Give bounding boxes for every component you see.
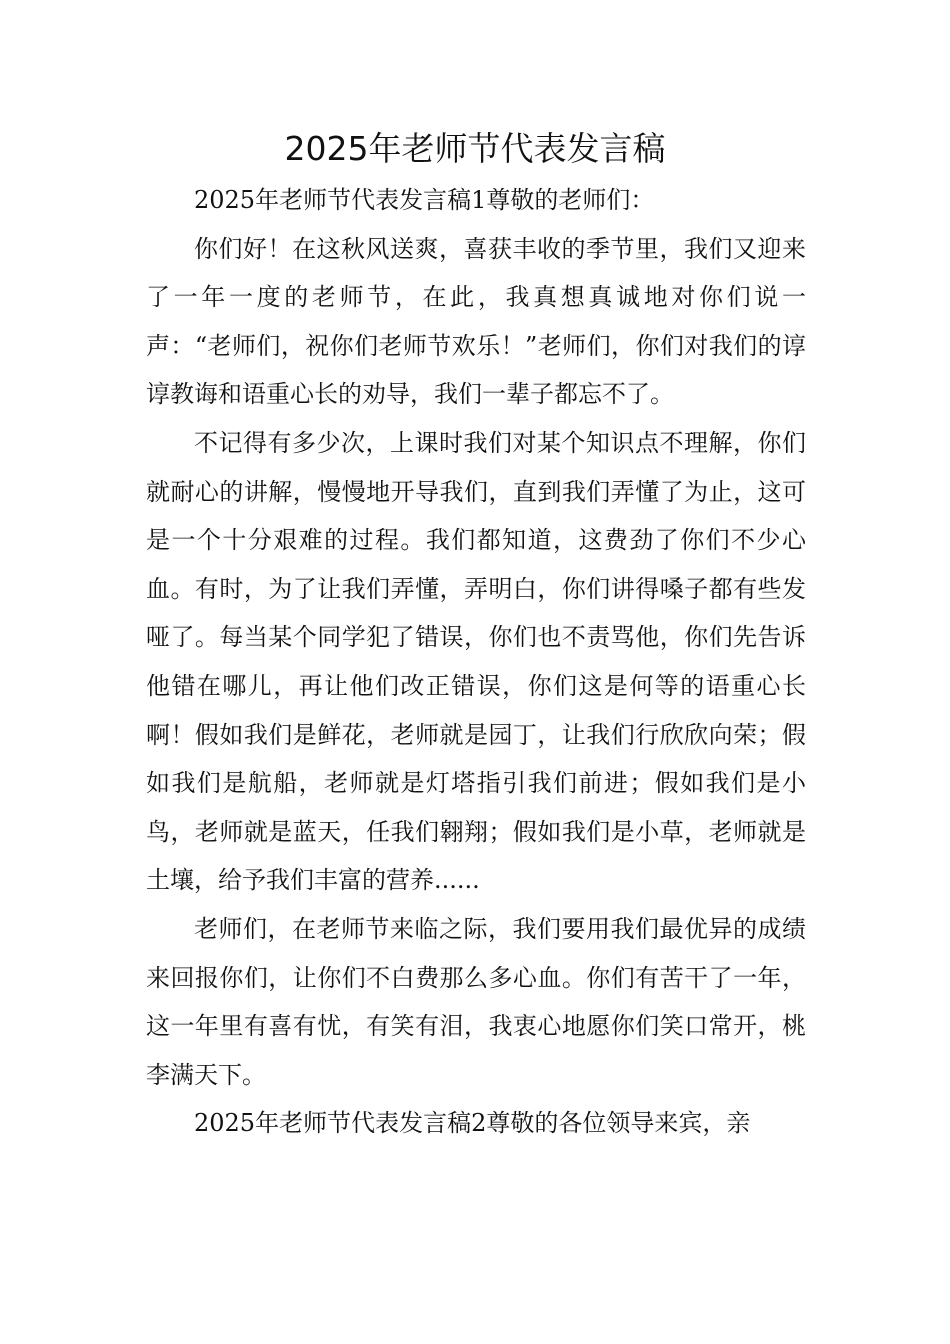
paragraph-3: 不记得有多少次，上课时我们对某个知识点不理解，你们就耐心的讲解，慢慢地开导我们，直到我们弄懂了为止，这可是一个十分艰难的过程。我们都知道，这费劲了你们不少心血。有时，为了让我们弄懂，弄明白，你们讲得嗓子都有些发哑了。每当某个同学犯了错误，你们也不责骂他，你们先告诉他错在哪儿，再让他们改正错误，你们这是何等的语重心长啊！假如我们是鲜花，老师就是园丁，让我们行欣欣向荣；假如我们是航船，老师就是灯塔指引我们前进；假如我们是小鸟，老师就是蓝天，任我们翱翔；假如我们是小草，老师就是土壤，给予我们丰富的营养...... [146,428,806,895]
document-body [146,176,806,1148]
document-title: 2025年老师节代表发言稿 [284,129,666,168]
paragraph-1: 2025年老师节代表发言稿1尊敬的老师们： [194,186,655,214]
paragraph-2: 你们好！在这秋风送爽，喜获丰收的季节里，我们又迎来了一年一度的老师节，在此，我真想真诚地对你们说一声：“老师们，祝你们老师节欢乐！”老师们，你们对我们的谆谆教诲和语重心长的劝导，我们一辈子都忘不了。 [146,234,806,409]
paragraph-5: 2025年老师节代表发言稿2尊敬的各位领导来宾，亲 [194,1109,751,1138]
paragraph-4: 老师们，在老师节来临之际，我们要用我们最优异的成绩来回报你们，让你们不白费那么多心血。你们有苦干了一年，这一年里有喜有忧，有笑有泪，我衷心地愿你们笑口常开，桃李满天下。 [146,914,806,1089]
